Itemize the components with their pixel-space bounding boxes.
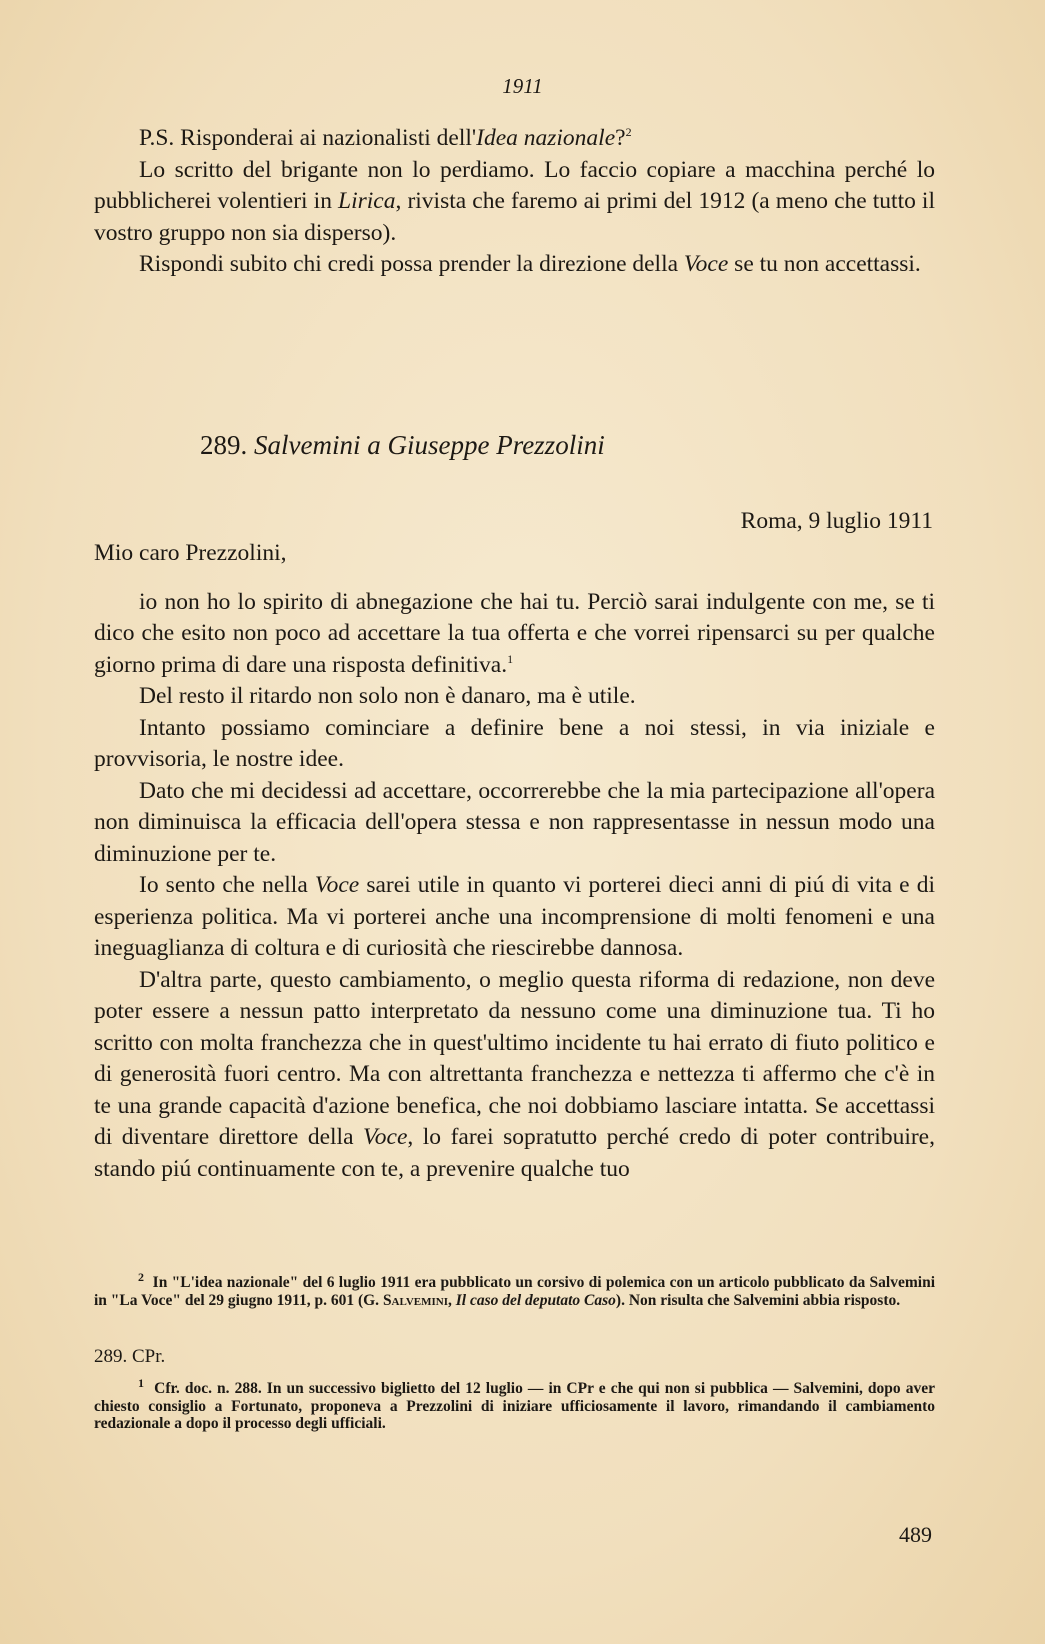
review-title: Lirica (338, 188, 396, 214)
letter-paragraph-1: io non ho lo spirito di abnegazione che hai tu. Perciò sarai indulgente con me, se ti dico che esito non poco ad accettare la tua offerta e che vorrei ripensarci su per qualche giorno prima di dare una risposta definitiva.$^1$ (94, 588, 935, 678)
salutation: Mio caro Prezzolini, (94, 540, 287, 566)
notes-section-label: 289. CPr. (94, 1346, 166, 1367)
letter-number: 289. (200, 430, 248, 460)
footnote-1: $^1$ Cfr. doc. n. 288. In un successivo biglietto del 12 luglio — in CPr e che qui non si pubblica — Salvemini, dopo aver chiesto consiglio a Fortunato, proponeva a Prezzolini di iniziare ufficiosamente il lavoro, rimandando il cambiamento redazionale a dopo il processo degli ufficiali. (94, 1375, 935, 1432)
footnote-2: $^2$ In "L'idea nazionale" del 6 luglio 1911 era pubblicato un corsivo di polemica con un articolo pubblicato da Salvemini in "La Voce" del 29 giugno 1911, p. 601 (G. Salvemini, Il caso del deputato Caso). Non risulta che Salvemini abbia risposto. (94, 1269, 935, 1309)
letter-body (94, 538, 935, 1185)
letter-paragraph-3: Intanto possiamo cominciare a definire bene a noi stessi, in via iniziale e provvisoria, le nostre idee. (94, 714, 935, 772)
ps-paragraph-3: Rispondi subito chi credi possa prender la direzione della Voce se tu non accettassi. (139, 251, 921, 277)
journal-title: Idea nazionale (476, 125, 616, 151)
letter-paragraph-2: Del resto il ritardo non solo non è danaro, ma è utile. (139, 683, 636, 709)
voce-title: Voce (683, 251, 729, 277)
letter-paragraph-5: Io sento che nella Voce sarei utile in quanto vi porterei dieci anni di piú di vita e di esperienza politica. Ma vi porterei anche una incomprensione di molti fenomeni e una ineguaglianza di coltura e di curiosità che riescirebbe dannosa. (94, 872, 935, 961)
postscript-section (94, 123, 935, 281)
ps-paragraph-1: P.S. Risponderai ai nazionalisti dell'Idea nazionale?$^2$ (139, 125, 632, 151)
ps-paragraph-2: Lo scritto del brigante non lo perdiamo. Lo faccio copiare a macchina perché lo pubblicherei volentieri in Lirica, rivista che faremo ai primi del 1912 (a meno che tutto il vostro gruppo non sia disperso). (94, 156, 935, 246)
letter-title: Salvemini a Giuseppe Prezzolini (254, 430, 605, 460)
place-date: Roma, 9 luglio 1911 (740, 508, 933, 534)
letter-heading (200, 428, 605, 462)
page-number: 489 (899, 1522, 932, 1547)
footnote-ref-2: 2 (625, 125, 632, 140)
letter-paragraph-6: D'altra parte, questo cambiamento, o meglio questa riforma di redazione, non deve poter essere a nessun patto interpretato da nessuno come una diminuzione tua. Ti ho scritto con molta franchezza che in quest'ultimo incidente tu hai errato di fiuto politico e di generosità fuori centro. Ma con altrettanta franchezza e nettezza ti affermo che c'è in te una grande capacità d'azione benefica, che noi dobbiamo lasciare intatta. Se accettassi di diventare direttore della Voce, lo farei sopratutto perché credo di poter contribuire, stando piú continuamente con te, a prevenire qualche tuo (94, 966, 935, 1182)
running-head: 1911 (502, 74, 543, 98)
footnote-ref-1: 1 (507, 651, 514, 666)
letter-paragraph-4: Dato che mi decidessi ad accettare, occorrerebbe che la mia partecipazione all'opera non diminuisca la efficacia dell'opera stessa e non rappresentasse in nessun modo una diminuzione per te. (94, 777, 935, 867)
